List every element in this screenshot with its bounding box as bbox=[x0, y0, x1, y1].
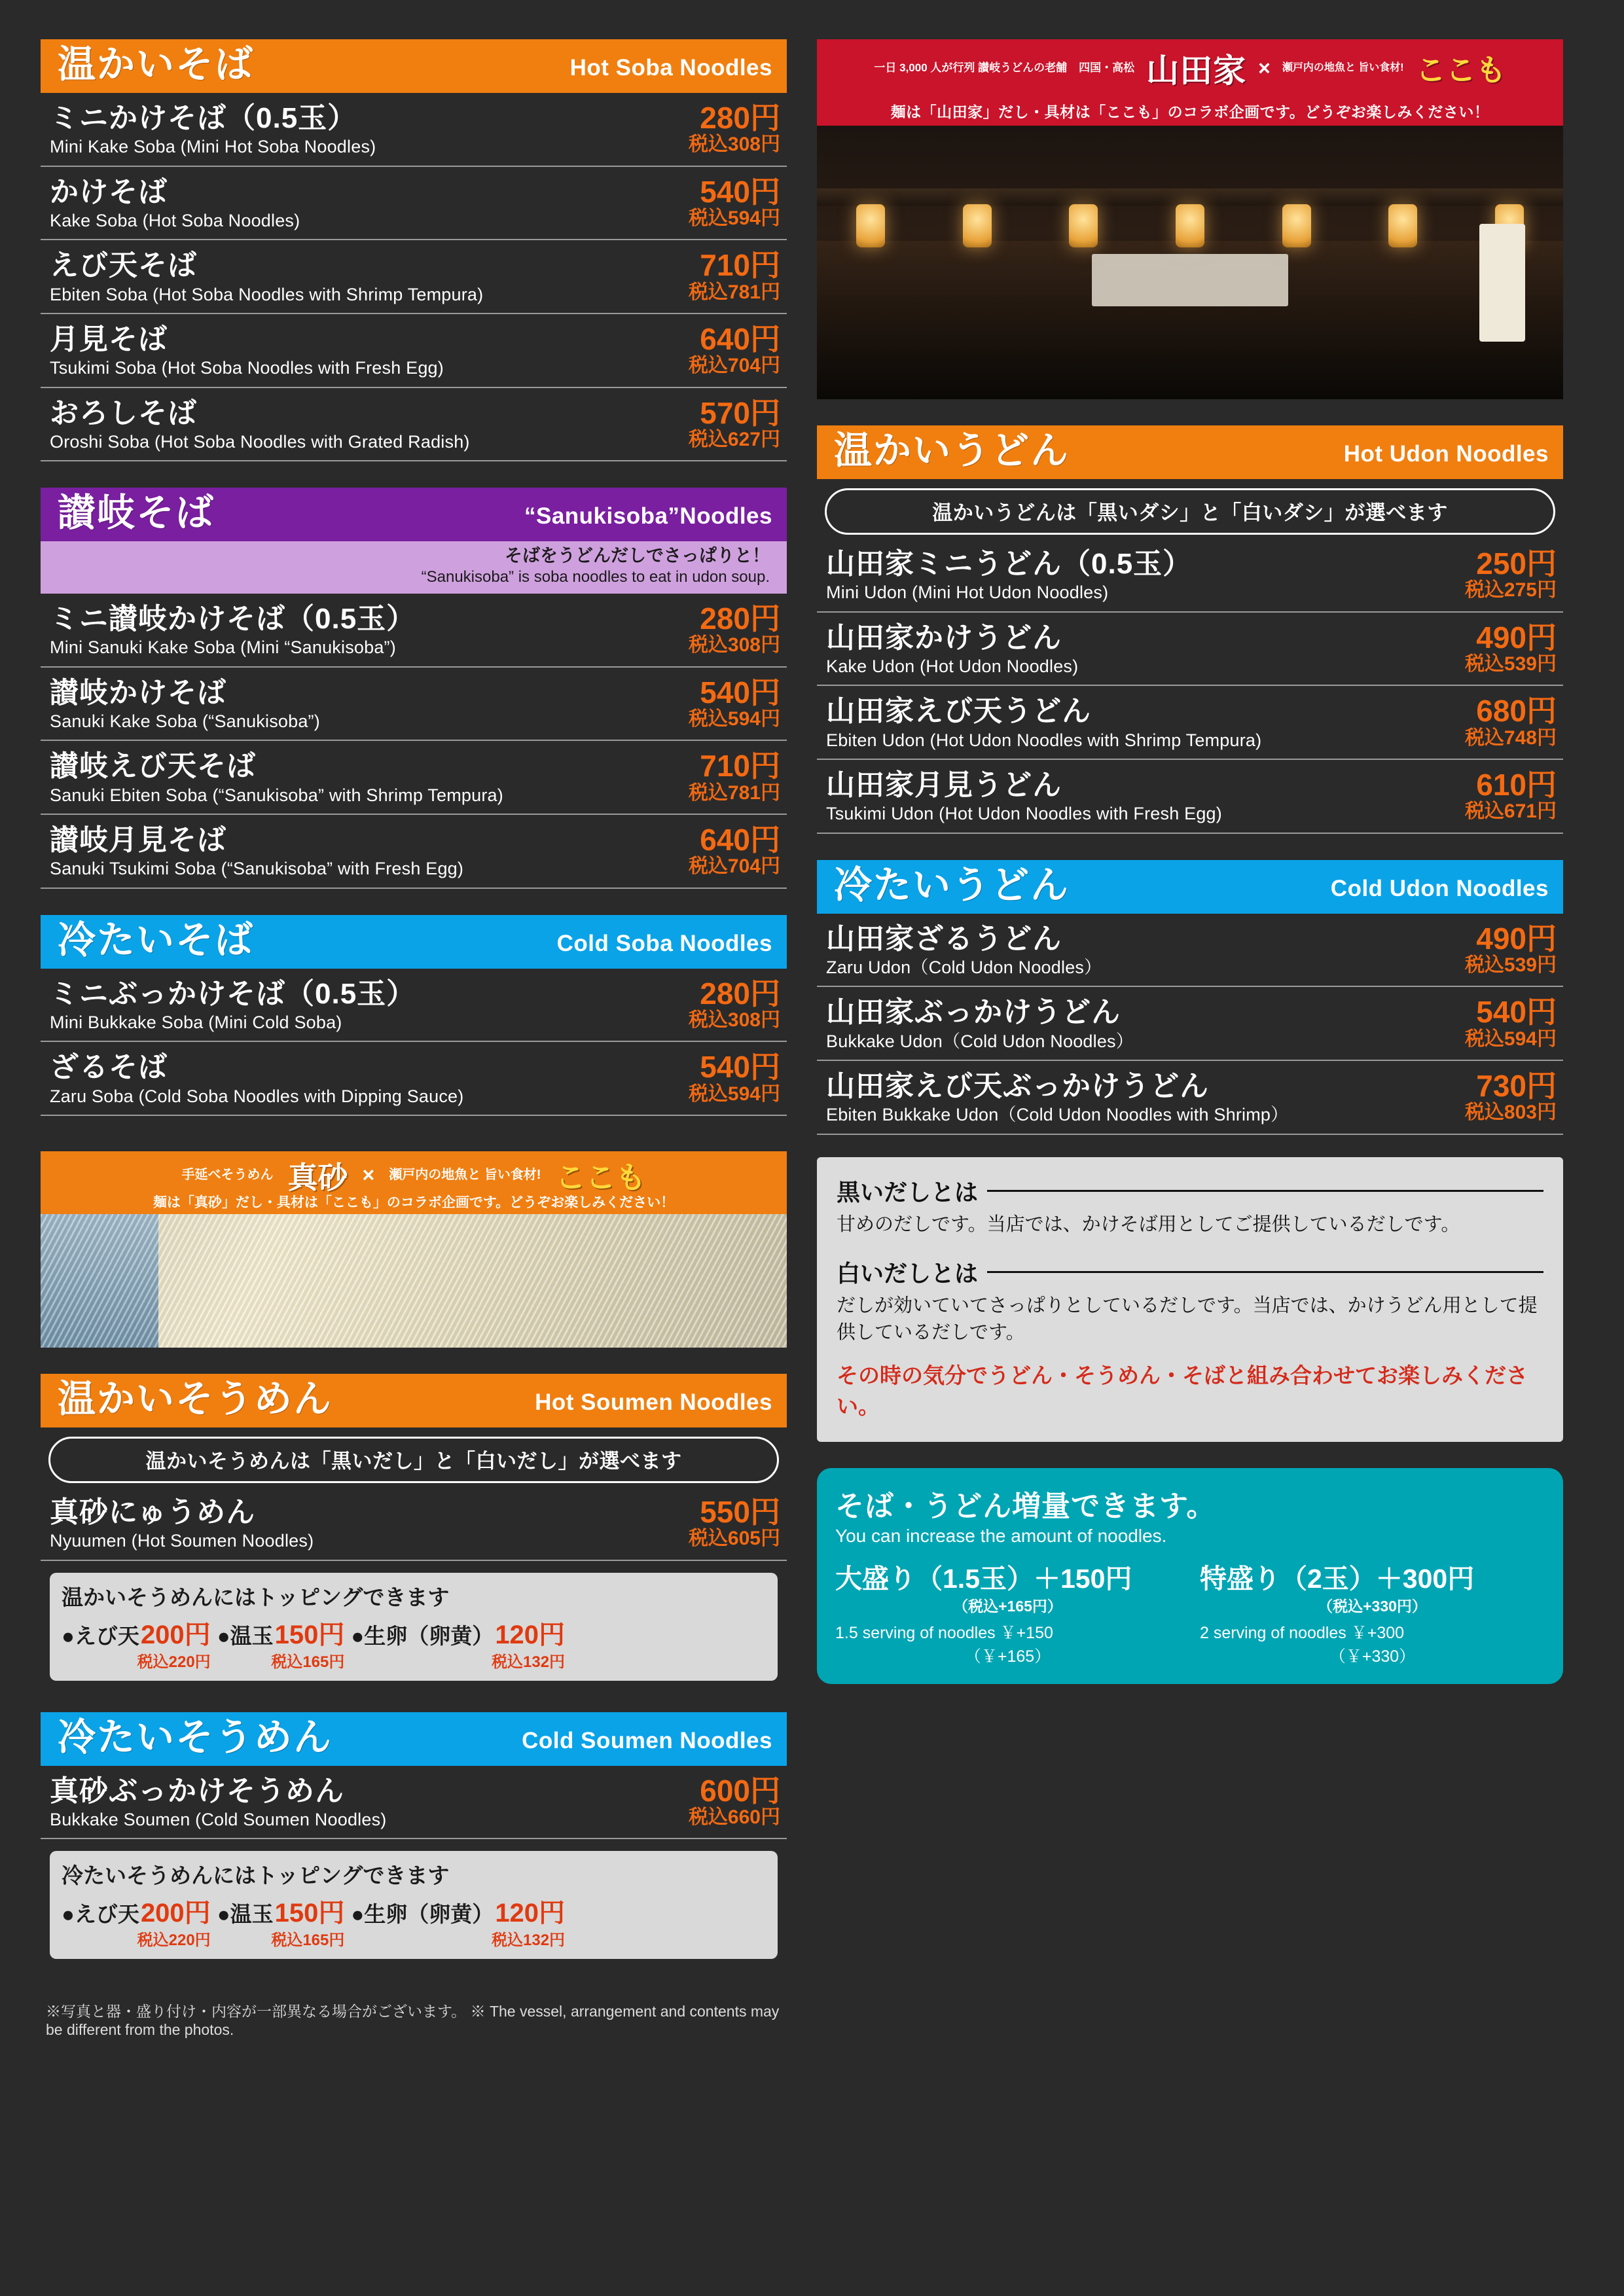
increase-option-en-price: ￥+300 bbox=[1350, 1623, 1405, 1642]
topping-title: 温かいそうめんにはトッピングできます bbox=[62, 1585, 450, 1609]
topping-price: 120円 bbox=[495, 1620, 566, 1649]
item-name-en: Tsukimi Soba (Hot Soba Noodles with Fresh Egg) bbox=[50, 358, 444, 378]
item-price-tax: 税込627円 bbox=[688, 428, 780, 450]
item-names bbox=[50, 1775, 677, 1831]
menu-item bbox=[41, 1487, 787, 1561]
item-prices bbox=[1453, 923, 1557, 977]
menu-item bbox=[817, 914, 1563, 988]
item-name-jp: 山田家ミニうどん（0.5玉） bbox=[826, 548, 1193, 580]
menu-item bbox=[41, 668, 787, 742]
item-price-tax: 税込671円 bbox=[1464, 800, 1557, 823]
section-header-sanuki-soba bbox=[41, 488, 787, 541]
item-name-en: Sanuki Kake Soba (“Sanukisoba”) bbox=[50, 711, 320, 731]
yamadaya-region: 四国・高松 bbox=[1079, 61, 1135, 74]
topping-line bbox=[351, 1614, 565, 1651]
increase-options bbox=[835, 1557, 1545, 1667]
item-name-jp: おろしそば bbox=[50, 397, 197, 429]
item-price-tax: 税込704円 bbox=[688, 355, 780, 377]
item-names bbox=[50, 323, 677, 379]
section-title-jp: 温かいそば bbox=[58, 43, 255, 86]
masago-banner-headline bbox=[41, 1151, 787, 1214]
topping-name: ●生卵（卵黄） bbox=[351, 1623, 494, 1648]
increase-option-tax: （税込+165円） bbox=[953, 1597, 1062, 1615]
increase-option-jp: 特盛り（2玉）＋300円 bbox=[1200, 1563, 1475, 1594]
item-price: 600円 bbox=[700, 1773, 780, 1808]
item-prices bbox=[677, 1775, 780, 1829]
topping-tax: 税込220円 bbox=[137, 1653, 211, 1671]
item-list-cold-udon bbox=[817, 914, 1563, 1135]
item-names bbox=[50, 102, 677, 158]
banner-masago-collab bbox=[41, 1151, 787, 1348]
item-name-en: Mini Bukkake Soba (Mini Cold Soba) bbox=[50, 1012, 342, 1032]
lantern-icon bbox=[963, 204, 992, 247]
noodle-increase-box bbox=[817, 1468, 1563, 1684]
item-name-jp: ざるそば bbox=[50, 1051, 168, 1084]
item-names bbox=[50, 249, 677, 305]
increase-option bbox=[835, 1557, 1180, 1667]
item-prices bbox=[1453, 769, 1557, 823]
increase-option-tax: （税込+330円） bbox=[1318, 1597, 1427, 1615]
item-name-en: Mini Sanuki Kake Soba (Mini “Sanukisoba”) bbox=[50, 637, 396, 658]
section-title-en: “Sanukisoba”Noodles bbox=[524, 503, 772, 529]
item-names bbox=[826, 769, 1453, 825]
section-header-cold-udon bbox=[817, 860, 1563, 914]
increase-subtitle: You can increase the amount of noodles. bbox=[835, 1525, 1167, 1546]
item-price-tax: 税込704円 bbox=[688, 855, 780, 878]
item-prices bbox=[677, 677, 780, 731]
hot-soumen-dashi-note: 温かいそうめんは「黒いだし」と「白いだし」が選べます bbox=[48, 1437, 779, 1483]
section-title-jp: 冷たいそうめん bbox=[58, 1715, 333, 1759]
item-name-en: Sanuki Tsukimi Soba (“Sanukisoba” with Fresh Egg) bbox=[50, 859, 464, 879]
increase-title: そば・うどん増量できます。 bbox=[835, 1490, 1216, 1522]
item-name-en: Zaru Udon（Cold Udon Noodles） bbox=[826, 957, 1102, 977]
item-list-hot-udon bbox=[817, 539, 1563, 834]
topping-tax: 税込165円 bbox=[271, 1653, 345, 1671]
dashi-explanation-box bbox=[817, 1157, 1563, 1442]
item-price-tax: 税込539円 bbox=[1464, 954, 1557, 976]
item-price: 490円 bbox=[1476, 921, 1557, 956]
item-list-sanuki-soba bbox=[41, 594, 787, 889]
item-prices bbox=[677, 323, 780, 378]
item-price-tax: 税込781円 bbox=[688, 781, 780, 804]
item-prices bbox=[677, 1051, 780, 1105]
title-rule bbox=[987, 1271, 1543, 1273]
menu-item bbox=[817, 539, 1563, 613]
banner-yamadaya-collab bbox=[817, 39, 1563, 399]
increase-option-en-tax: （￥+330） bbox=[1329, 1647, 1416, 1666]
item-price: 280円 bbox=[700, 601, 780, 636]
topping-price: 200円 bbox=[140, 1620, 211, 1649]
item-name-en: Kake Udon (Hot Udon Noodles) bbox=[826, 656, 1079, 676]
increase-option-en-price: ￥+150 bbox=[1000, 1623, 1053, 1642]
collab-cross-icon: × bbox=[362, 1163, 375, 1187]
item-price-tax: 税込539円 bbox=[1464, 653, 1557, 675]
item-list-hot-soumen bbox=[41, 1487, 787, 1561]
sanuki-note-en: “Sanukisoba” is soba noodles to eat in udon soup. bbox=[421, 568, 770, 586]
footer-note bbox=[41, 2000, 787, 2039]
topping-price: 150円 bbox=[274, 1620, 345, 1649]
menu-item bbox=[41, 314, 787, 388]
menu-item bbox=[41, 594, 787, 668]
menu-item bbox=[817, 686, 1563, 760]
section-title-jp: 温かいうどん bbox=[834, 429, 1070, 472]
increase-option bbox=[1200, 1557, 1545, 1667]
topping-options bbox=[62, 1614, 766, 1672]
item-names bbox=[826, 1070, 1453, 1126]
masago-brand-row bbox=[41, 1154, 787, 1197]
white-dashi-title-row bbox=[837, 1255, 1543, 1289]
item-price-tax: 税込275円 bbox=[1464, 579, 1557, 601]
item-price: 280円 bbox=[700, 976, 780, 1011]
topping-tax: 税込165円 bbox=[271, 1931, 345, 1950]
topping-name: ●温玉 bbox=[217, 1623, 274, 1648]
topping-line bbox=[217, 1614, 345, 1651]
item-names bbox=[50, 176, 677, 232]
item-names bbox=[826, 548, 1453, 603]
item-prices bbox=[1453, 548, 1557, 602]
item-names bbox=[50, 677, 677, 732]
item-price: 680円 bbox=[1476, 694, 1557, 728]
black-dashi-body: 甘めのだしです。当店では、かけそば用としてご提供しているだしです。 bbox=[837, 1213, 1460, 1235]
item-names bbox=[826, 996, 1453, 1052]
left-column bbox=[41, 39, 787, 2270]
topping-box-hot-soumen bbox=[50, 1573, 778, 1681]
menu-item bbox=[817, 760, 1563, 834]
lantern-icon bbox=[1176, 204, 1204, 247]
item-list-hot-soba bbox=[41, 93, 787, 461]
item-price: 540円 bbox=[700, 174, 780, 209]
item-price-tax: 税込660円 bbox=[688, 1806, 780, 1828]
topping-tax: 税込220円 bbox=[137, 1931, 211, 1950]
item-name-en: Bukkake Udon（Cold Udon Noodles） bbox=[826, 1031, 1134, 1051]
item-prices bbox=[677, 978, 780, 1032]
item-prices bbox=[677, 249, 780, 304]
item-price: 730円 bbox=[1476, 1068, 1557, 1103]
item-name-jp: 讃岐月見そば bbox=[50, 824, 226, 856]
item-prices bbox=[677, 102, 780, 156]
item-name-jp: 真砂にゅうめん bbox=[50, 1496, 256, 1528]
menu-item bbox=[41, 240, 787, 314]
footer-note-en: ※ The vessel, arrangement and contents may be different from the photos. bbox=[46, 2003, 780, 2039]
item-names bbox=[50, 603, 677, 658]
item-list-cold-soba bbox=[41, 969, 787, 1116]
section-title-en: Hot Soba Noodles bbox=[569, 55, 772, 81]
menu-item bbox=[41, 815, 787, 889]
kokomo-tagline: 瀬戸内の地魚と 旨い食材! bbox=[389, 1168, 541, 1183]
item-name-jp: 讃岐えび天そば bbox=[50, 750, 256, 783]
item-names bbox=[50, 1051, 677, 1107]
item-name-en: Oroshi Soba (Hot Soba Noodles with Grated Radish) bbox=[50, 431, 470, 452]
section-title-jp: 温かいそうめん bbox=[58, 1377, 333, 1420]
yamadaya-storefront-photo bbox=[817, 126, 1563, 399]
item-name-en: Bukkake Soumen (Cold Soumen Noodles) bbox=[50, 1809, 387, 1829]
item-price: 540円 bbox=[700, 1050, 780, 1085]
kokomo-brand: ここも bbox=[555, 1160, 646, 1194]
sanuki-note-jp: そばをうどんだしでさっぱりと！ bbox=[505, 546, 770, 566]
topping-line bbox=[351, 1892, 565, 1929]
item-price-tax: 税込803円 bbox=[1464, 1102, 1557, 1124]
dashi-red-note: その時の気分でうどん・そうめん・そばと組み合わせてお楽しみください。 bbox=[837, 1363, 1528, 1418]
footer-note-jp: ※写真と器・盛り付け・内容が一部異なる場合がございます。 bbox=[46, 2003, 467, 2020]
yamadaya-tagline: 一日 3,000 人が行列 讃岐うどんの老舗 bbox=[874, 61, 1068, 74]
item-name-en: Ebiten Udon (Hot Udon Noodles with Shrimp Tempura) bbox=[826, 730, 1262, 750]
right-column bbox=[817, 39, 1563, 2270]
menu-item bbox=[41, 167, 787, 241]
topping-line bbox=[62, 1614, 211, 1651]
item-name-jp: ミニ讃岐かけそば（0.5玉） bbox=[50, 603, 416, 636]
yamadaya-banner-headline bbox=[817, 39, 1563, 126]
topping-option bbox=[62, 1614, 211, 1672]
item-names bbox=[826, 695, 1453, 751]
item-price: 640円 bbox=[700, 823, 780, 857]
menu-item bbox=[817, 613, 1563, 687]
item-price: 640円 bbox=[700, 321, 780, 356]
menu-item bbox=[817, 987, 1563, 1061]
kokomo-brand: ここも bbox=[1415, 53, 1506, 87]
item-names bbox=[50, 978, 677, 1033]
section-title-en: Hot Udon Noodles bbox=[1343, 441, 1549, 467]
item-list-cold-soumen bbox=[41, 1766, 787, 1840]
section-header-cold-soumen bbox=[41, 1712, 787, 1766]
section-title-en: Cold Udon Noodles bbox=[1330, 875, 1549, 901]
item-name-jp: かけそば bbox=[50, 175, 168, 208]
item-prices bbox=[1453, 996, 1557, 1050]
menu-item bbox=[41, 741, 787, 815]
item-price: 710円 bbox=[700, 248, 780, 283]
topping-price: 150円 bbox=[274, 1899, 345, 1928]
topping-tax: 税込132円 bbox=[492, 1931, 566, 1950]
item-name-en: Mini Kake Soba (Mini Hot Soba Noodles) bbox=[50, 137, 376, 157]
item-name-en: Sanuki Ebiten Soba (“Sanukisoba” with Shrimp Tempura) bbox=[50, 785, 503, 805]
increase-option-en-tax: （￥+165） bbox=[964, 1647, 1051, 1666]
item-prices bbox=[1453, 622, 1557, 676]
item-name-jp: 山田家えび天うどん bbox=[826, 695, 1091, 728]
photo-lanterns bbox=[856, 204, 1524, 247]
black-dashi-title: 黒いだしとは bbox=[837, 1178, 979, 1206]
photo-roofline bbox=[817, 188, 1563, 206]
item-name-jp: 讃岐かけそば bbox=[50, 676, 226, 709]
item-name-en: Ebiten Bukkake Udon（Cold Udon Noodles with Shrimp） bbox=[826, 1105, 1289, 1125]
section-title-en: Cold Soumen Noodles bbox=[522, 1727, 772, 1753]
item-price-tax: 税込308円 bbox=[688, 634, 780, 656]
topping-name: ●生卵（卵黄） bbox=[351, 1902, 494, 1927]
item-names bbox=[50, 1496, 677, 1552]
item-name-jp: 山田家月見うどん bbox=[826, 768, 1062, 801]
photo-noren-curtain bbox=[1092, 254, 1288, 306]
item-price: 570円 bbox=[700, 395, 780, 430]
section-title-jp: 冷たいそば bbox=[58, 918, 255, 961]
item-name-jp: 山田家かけうどん bbox=[826, 621, 1062, 654]
topping-option bbox=[351, 1892, 565, 1950]
topping-line bbox=[217, 1892, 345, 1929]
topping-price: 200円 bbox=[140, 1899, 211, 1928]
topping-price: 120円 bbox=[495, 1899, 566, 1928]
item-name-en: Zaru Soba (Cold Soba Noodles with Dipping Sauce) bbox=[50, 1086, 464, 1106]
photo-signboard bbox=[1479, 224, 1525, 342]
increase-option-jp: 大盛り（1.5玉）＋150円 bbox=[835, 1563, 1132, 1594]
item-names bbox=[50, 750, 677, 806]
white-dashi-title: 白いだしとは bbox=[837, 1259, 979, 1287]
item-price: 540円 bbox=[700, 675, 780, 709]
section-header-hot-udon bbox=[817, 425, 1563, 479]
item-name-en: Tsukimi Udon (Hot Udon Noodles with Fresh Egg) bbox=[826, 804, 1222, 824]
item-price: 250円 bbox=[1476, 547, 1557, 581]
item-price-tax: 税込748円 bbox=[1464, 726, 1557, 749]
yamadaya-brand: 山田家 bbox=[1146, 52, 1247, 89]
item-prices bbox=[677, 750, 780, 804]
item-price: 710円 bbox=[700, 749, 780, 783]
collab-cross-icon: × bbox=[1258, 56, 1271, 80]
item-prices bbox=[677, 176, 780, 230]
item-names bbox=[826, 923, 1453, 978]
item-price: 610円 bbox=[1476, 767, 1557, 802]
item-name-en: Ebiten Soba (Hot Soba Noodles with Shrimp Tempura) bbox=[50, 284, 484, 304]
topping-tax: 税込132円 bbox=[492, 1653, 566, 1671]
item-names bbox=[826, 622, 1453, 677]
masago-banner-subtext: 麺は「真砂」だし・具材は「ここも」のコラボ企画です。どうぞお楽しみください！ bbox=[153, 1194, 675, 1210]
black-dashi-title-row bbox=[837, 1174, 1543, 1208]
item-name-jp: ミニかけそば（0.5玉） bbox=[50, 102, 357, 134]
topping-option bbox=[217, 1614, 345, 1672]
section-header-cold-soba bbox=[41, 915, 787, 969]
item-price: 540円 bbox=[1476, 995, 1557, 1030]
item-name-jp: 山田家えび天ぶっかけうどん bbox=[826, 1069, 1209, 1102]
item-price-tax: 税込594円 bbox=[688, 1083, 780, 1105]
item-name-en: Mini Udon (Mini Hot Udon Noodles) bbox=[826, 583, 1109, 603]
item-price-tax: 税込781円 bbox=[688, 281, 780, 303]
item-price-tax: 税込594円 bbox=[688, 708, 780, 730]
menu-item bbox=[817, 1061, 1563, 1135]
item-price-tax: 税込308円 bbox=[688, 1009, 780, 1031]
item-name-jp: えび天そば bbox=[50, 249, 197, 282]
item-prices bbox=[677, 397, 780, 452]
item-price-tax: 税込594円 bbox=[688, 207, 780, 229]
lantern-icon bbox=[1282, 204, 1311, 247]
lantern-icon bbox=[1069, 204, 1098, 247]
increase-option-en-label: 1.5 serving of noodles bbox=[835, 1623, 996, 1642]
item-price: 490円 bbox=[1476, 620, 1557, 655]
topping-options bbox=[62, 1892, 766, 1950]
masago-brand: 真砂 bbox=[287, 1160, 348, 1194]
item-name-jp: 月見そば bbox=[50, 323, 168, 355]
yamadaya-brand-row bbox=[817, 45, 1563, 92]
item-name-jp: 山田家ざるうどん bbox=[826, 922, 1062, 955]
sanuki-note bbox=[41, 541, 787, 594]
item-prices bbox=[1453, 1070, 1557, 1124]
topping-option bbox=[351, 1614, 565, 1672]
hot-udon-dashi-note: 温かいうどんは「黒いダシ」と「白いダシ」が選べます bbox=[825, 488, 1555, 535]
section-title-en: Cold Soba Noodles bbox=[556, 930, 772, 956]
section-title-jp: 冷たいうどん bbox=[834, 863, 1070, 906]
menu-item bbox=[41, 1042, 787, 1116]
topping-title: 冷たいそうめんにはトッピングできます bbox=[62, 1863, 450, 1888]
item-name-jp: ミニぶっかけそば（0.5玉） bbox=[50, 977, 416, 1010]
increase-option-en bbox=[1200, 1620, 1545, 1643]
increase-option-en-label: 2 serving of noodles bbox=[1200, 1623, 1346, 1642]
item-price-tax: 税込308円 bbox=[688, 134, 780, 156]
menu-item bbox=[41, 93, 787, 167]
item-name-jp: 真砂ぶっかけそうめん bbox=[50, 1774, 344, 1807]
item-prices bbox=[1453, 695, 1557, 749]
topping-name: ●えび天 bbox=[62, 1902, 139, 1927]
item-name-en: Nyuumen (Hot Soumen Noodles) bbox=[50, 1531, 314, 1551]
increase-option-en bbox=[835, 1620, 1180, 1643]
photo-accent bbox=[41, 1214, 158, 1348]
topping-line bbox=[62, 1892, 211, 1929]
item-price: 550円 bbox=[700, 1494, 780, 1529]
section-header-hot-soumen bbox=[41, 1374, 787, 1427]
item-name-jp: 山田家ぶっかけうどん bbox=[826, 996, 1121, 1029]
menu-item bbox=[41, 388, 787, 462]
menu-item bbox=[41, 1766, 787, 1840]
item-price-tax: 税込594円 bbox=[1464, 1028, 1557, 1050]
topping-name: ●温玉 bbox=[217, 1902, 274, 1927]
topping-option bbox=[217, 1892, 345, 1950]
title-rule bbox=[987, 1190, 1543, 1192]
item-prices bbox=[677, 824, 780, 878]
item-price: 280円 bbox=[700, 101, 780, 135]
item-names bbox=[50, 824, 677, 880]
section-title-en: Hot Soumen Noodles bbox=[535, 1389, 772, 1415]
lantern-icon bbox=[1388, 204, 1417, 247]
section-header-hot-soba bbox=[41, 39, 787, 93]
masago-noodle-photo bbox=[41, 1214, 787, 1348]
item-prices bbox=[677, 1496, 780, 1551]
item-price-tax: 税込605円 bbox=[688, 1528, 780, 1550]
item-names bbox=[50, 397, 677, 453]
lantern-icon bbox=[856, 204, 885, 247]
topping-option bbox=[62, 1892, 211, 1950]
item-name-en: Kake Soba (Hot Soba Noodles) bbox=[50, 210, 300, 230]
yamadaya-banner-subtext: 麺は「山田家」だし・具材は「ここも」のコラボ企画です。どうぞお楽しみください！ bbox=[890, 103, 1490, 120]
masago-tagline: 手延べそうめん bbox=[181, 1168, 274, 1183]
topping-box-cold-soumen bbox=[50, 1851, 778, 1959]
white-dashi-body: だしが効いていてさっぱりとしているだしです。当店では、かけうどん用として提供しているだしです。 bbox=[837, 1295, 1538, 1343]
menu-item bbox=[41, 969, 787, 1043]
topping-name: ●えび天 bbox=[62, 1623, 139, 1648]
item-prices bbox=[677, 603, 780, 657]
section-title-jp: 讃岐そば bbox=[58, 492, 215, 535]
kokomo-tagline: 瀬戸内の地魚と 旨い食材! bbox=[1282, 62, 1404, 73]
